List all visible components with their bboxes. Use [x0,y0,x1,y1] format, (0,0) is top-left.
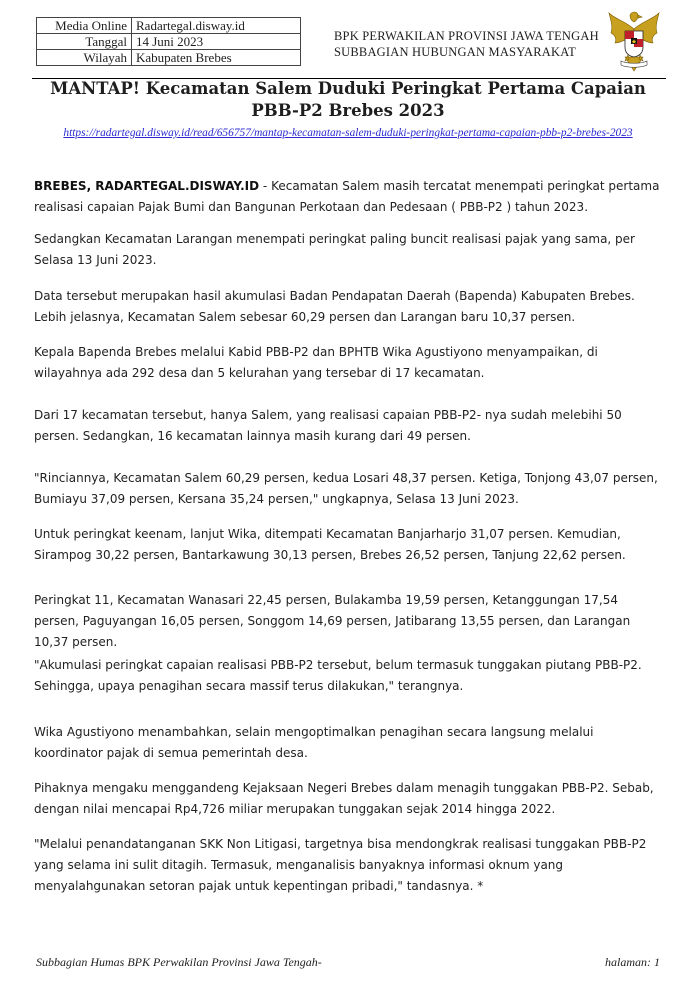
paragraph: Peringkat 11, Kecamatan Wanasari 22,45 persen, Bulakamba 19,59 persen, Ketanggungan 17,54 persen, Paguyangan 16,05 persen, Songgom 14,69 persen, Jatibarang 13,55 persen, dan Larangan 10,37 persen. [34,593,631,649]
paragraph: Wika Agustiyono menambahkan, selain mengoptimalkan penagihan secara langsung melalui koordinator pajak di semua pemerintah desa. [34,725,594,760]
date-value: 14 Juni 2023 [132,34,301,50]
paragraph: "Melalui penandatanganan SKK Non Litigasi, targetnya bisa mendongkrak realisasi tunggakan PBB-P2 yang selama ini sulit ditagih. Termasuk, menganalisis banyaknya informasi oknum yang menyalahgunakan setoran pajak untuk kepentingan pribadi," tandasnya. * [34,837,647,893]
paragraph: Untuk peringkat keenam, lanjut Wika, ditempati Kecamatan Banjarharjo 31,07 persen. Kemudian, Sirampog 30,22 persen, Bantarkawung 30,13 persen, Brebes 26,52 persen, Tanjung 22,62 persen. [34,527,626,562]
date-row [37,34,301,50]
footer-department: Subbagian Humas BPK Perwakilan Provinsi Jawa Tengah- [36,955,322,969]
paragraph: Sedangkan Kecamatan Larangan menempati peringkat paling buncit realisasi pajak yang sama, per Selasa 13 Juni 2023. [34,232,635,267]
footer-page-number: halaman: 1 [605,955,660,969]
region-value: Kabupaten Brebes [132,50,301,66]
paragraph: Data tersebut merupakan hasil akumulasi Badan Pendapatan Daerah (Bapenda) Kabupaten Brebes. Lebih jelasnya, Kecamatan Salem sebesar 60,29 persen dan Larangan baru 10,37 persen. [34,289,635,324]
article-source-link[interactable]: https://radartegal.disway.id/read/656757/mantap-kecamatan-salem-duduki-peringkat-pertama-capaian-pbb-p2-brebes-2023 [63,127,633,139]
media-info-table [36,17,301,66]
org-name: BPK PERWAKILAN PROVINSI JAWA TENGAH [334,29,599,43]
region-label: Wilayah [37,50,132,66]
media-row [37,18,301,34]
region-row [37,50,301,66]
paragraph: Pihaknya mengaku menggandeng Kejaksaan Negeri Brebes dalam menagih tunggakan PBB-P2. Sebab, dengan nilai mencapai Rp4,726 miliar merupakan tunggakan sejak 2014 hingga 2022. [34,781,654,816]
dateline: BREBES, RADARTEGAL.DISWAY.ID [34,179,260,193]
paragraph: Kepala Bapenda Brebes melalui Kabid PBB-P2 dan BPHTB Wika Agustiyono menyampaikan, di wilayahnya ada 292 desa dan 5 kelurahan yang tersebar di 17 kecamatan. [34,345,598,380]
garuda-emblem-icon [607,9,661,73]
date-label: Tanggal [37,34,132,50]
paragraph: "Rinciannya, Kecamatan Salem 60,29 persen, kedua Losari 48,37 persen. Ketiga, Tonjong 43,07 persen, Bumiayu 37,09 persen, Kersana 35,24 persen," ungkapnya, Selasa 13 Juni 2023. [34,471,658,506]
media-label: Media Online [37,18,132,34]
lead-text: - Kecamatan Salem masih tercatat menempati peringkat pertama realisasi capaian Pajak Bumi dan Bangunan Perkotaan dan Pedesaan ( PBB-P2 ) tahun 2023. [34,179,660,214]
lead-paragraph [34,176,666,218]
org-header [334,28,599,60]
paragraph: Dari 17 kecamatan tersebut, hanya Salem, yang realisasi capaian PBB-P2- nya sudah melebihi 50 persen. Sedangkan, 16 kecamatan lainnya masih kurang dari 49 persen. [34,408,622,443]
article-title: MANTAP! Kecamatan Salem Duduki Peringkat Pertama Capaian PBB-P2 Brebes 2023 [50,79,646,120]
org-subdivision: SUBBAGIAN HUBUNGAN MASYARAKAT [334,45,576,59]
paragraph: "Akumulasi peringkat capaian realisasi PBB-P2 tersebut, belum termasuk tunggakan piutang PBB-P2. Sehingga, upaya penagihan secara massif terus dilakukan," terangnya. [34,658,642,693]
media-value: Radartegal.disway.id [132,18,301,34]
